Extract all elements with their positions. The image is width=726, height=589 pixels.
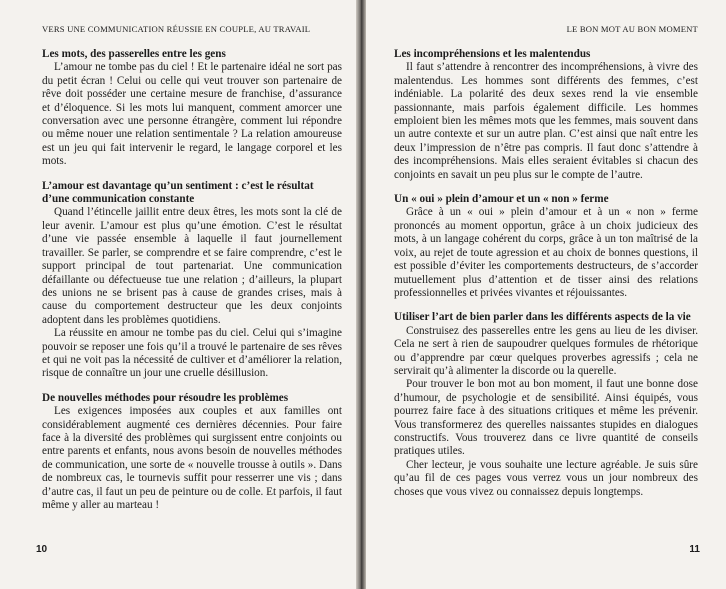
running-head: LE BON MOT AU BON MOMENT [566, 24, 698, 34]
section [42, 48, 342, 169]
paragraph: Grâce à un « oui » plein d’amour et à un « non » ferme prononcés au moment opportun, grâce à un choix judicieux des mots, à un langage cohérent du corps, grâce à un ton maîtrisé de la voix, au rejet de toute agression et au choix de bonnes questions, il est possible d’éviter les comportements destructeurs, de s’accorder mutuellement plus d’attention et de tisser ainsi des relations professionnelles et privées vivantes et réjouissantes. [394, 206, 698, 299]
section-heading: Un « oui » plein d’amour et un « non » ferme [394, 193, 609, 206]
paragraph: Il faut s’attendre à rencontrer des incompréhensions, à vivre des malentendus. Les hommes sont différents des femmes, c’est indéniable. La polarité des deux sexes rend la vie ensemble passionnante, mais parfois également difficile. Les hommes emploient bien les mêmes mots que les femmes, mais souvent dans un autre contexte et sur un autre plan. C’est ainsi que naît entre les deux l’impression de n’être pas compris. Il faut donc s’attendre à des incompréhensions. Mais elles seraient évitables si chacun des conjoints en savait un peu plus sur le compte de l’autre. [394, 61, 698, 181]
paragraph: L’amour ne tombe pas du ciel ! Et le partenaire idéal ne sort pas du petit écran ! Celui ou celle qui veut trouver son partenaire de rêve doit posséder une certaine mesure de franchise, d’assurance et d’éloquence. Si les mots lui manquent, comment amorcer une conversation avec une personne étrangère, comment lui répondre ou même nouer une relation sentimentale ? La relation amoureuse est un jeu qui fait intervenir le regard, le langage corporel et les mots. [42, 61, 342, 168]
paragraph: Les exigences imposées aux couples et aux familles ont considérablement augmenté ces dernières décennies. Pour faire face à la diversité des problèmes qui surgissent entre conjoints ou entre parents et enfants, nous avons besoin de nouvelles méthodes de communication, une sorte de « nouvelle trousse à outils ». Dans de nombreux cas, le tournevis suffit pour resserrer une vis ; dans d’autre cas, il faut un peu de peinture ou de colle. Et parfois, il faut même y aller au marteau ! [42, 405, 342, 511]
section [42, 392, 342, 513]
section [394, 48, 698, 182]
left-page [0, 0, 356, 589]
section-heading: De nouvelles méthodes pour résoudre les problèmes [42, 391, 289, 404]
section-heading: Utiliser l’art de bien parler dans les différents aspects de la vie [394, 311, 691, 324]
section-heading: Les incompréhensions et les malentendus [394, 48, 591, 60]
page-number: 11 [689, 544, 700, 555]
section [394, 193, 698, 300]
section [394, 311, 698, 499]
right-page [366, 0, 726, 589]
section-heading: Les mots, des passerelles entre les gens [42, 48, 226, 60]
paragraph: Pour trouver le bon mot au bon moment, il faut une bonne dose d’humour, de psychologie et de sensibilité. Ainsi équipés, vous pourrez faire face à des situations critiques et même les prévenir. Vous transformerez des querelles naissantes stupides en dialogues constructifs. Vous trouverez dans ce livre quantité de conseils pratiques utiles. [394, 378, 698, 458]
section [42, 180, 342, 381]
paragraph: Construisez des passerelles entre les gens au lieu de les diviser. Cela ne sert à rien de saupoudrer quelques formules de rhétorique ou d’apprendre par cœur quelques proverbes agressifs ; cela ne servirait qu’à alimenter la discorde ou la querelle. [394, 324, 698, 377]
paragraph: La réussite en amour ne tombe pas du ciel. Celui qui s’imagine pouvoir se reposer une fois qu’il a trouvé le partenaire de ses rêves et qui ne voit pas la nécessité de cultiver et d’améliorer la relation, risque de connaître un jour une cruelle désillusion. [42, 327, 342, 380]
book-gutter [356, 0, 366, 589]
paragraph: Quand l’étincelle jaillit entre deux êtres, les mots sont la clé de leur avenir. L’amour est plus qu’une émotion. C’est le résultat d’une vie passée ensemble à laquelle il faut journellement travailler. Se parler, se comprendre et se faire comprendre, c’est le support principal de tout partenariat. Une communication défaillante ou défectueuse tue une relation ; d’ailleurs, la plupart des unions ne se brisent pas à cause de grandes crises, mais à cause du comportement destructeur que les deux conjoints adoptent dans les problèmes quotidiens. [42, 206, 342, 326]
running-head: VERS UNE COMMUNICATION RÉUSSIE EN COUPLE, AU TRAVAIL [42, 24, 311, 34]
section-heading: L’amour est davantage qu’un sentiment : c’est le résultat d’une communication constante [42, 179, 314, 206]
paragraph: Cher lecteur, je vous souhaite une lecture agréable. Je suis sûre qu’au fil de ces pages vous verrez vous un jour nombreux des choses que vous vivez ou connaissez depuis longtemps. [394, 458, 698, 498]
page-number: 10 [36, 544, 48, 555]
